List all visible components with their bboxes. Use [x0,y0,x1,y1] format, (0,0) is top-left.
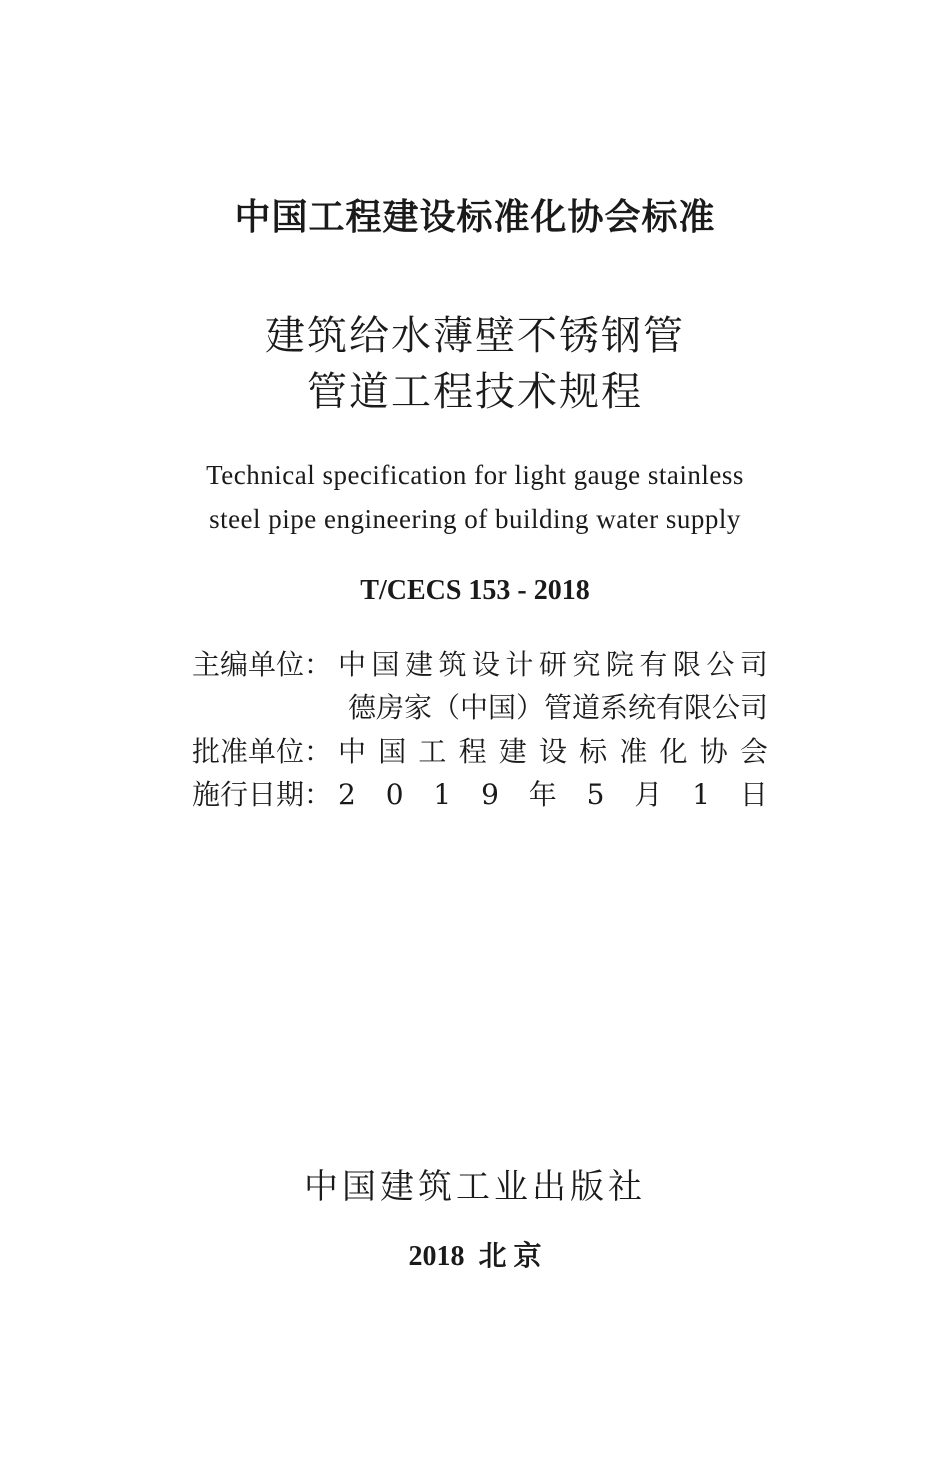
char: 程 [458,735,487,768]
effective-date-label: 施行日期： [192,778,333,811]
title-line-2: 管道工程技术规程 [307,369,643,415]
char: 化 [659,735,688,768]
char: 1 [433,778,452,811]
english-title-line-2: steel pipe engineering of building water supply [209,504,741,534]
char: 究 [572,648,601,681]
title-line-1: 建筑给水薄壁不锈钢管 [265,313,685,359]
char: 0 [385,778,404,811]
char: 中 [338,648,367,681]
chief-editor-label: 主编单位： [192,648,333,681]
char: 1 [692,778,711,811]
char: 计 [505,648,534,681]
char: 协 [699,735,728,768]
char: 有 [639,648,668,681]
approver-label: 批准单位： [192,735,333,768]
char: 公 [706,648,735,681]
chief-editor-value-1 [338,648,768,682]
char: 国 [371,648,400,681]
char: 筑 [438,648,467,681]
chief-editor-value-2: 德房家（中国）管道系统有限公司 [347,691,768,724]
char: 年 [528,778,557,811]
char: 准 [619,735,648,768]
standard-code: T/CECS 153 - 2018 [360,575,590,606]
char: 院 [605,648,634,681]
char: 建 [498,735,527,768]
char: 设 [538,735,567,768]
char: 2 [338,778,356,811]
effective-date-row [192,778,768,812]
char: 9 [481,778,499,811]
char: 5 [586,778,605,811]
char: 限 [672,648,701,681]
imprint-city: 北 京 [478,1241,542,1272]
imprint [0,1240,950,1274]
char: 月 [634,778,663,811]
english-title-line-1: Technical specification for light gauge stainless [206,460,744,490]
char: 建 [404,648,433,681]
char: 标 [579,735,608,768]
imprint-year: 2018 [408,1241,465,1272]
char: 日 [739,778,768,811]
chief-editor-row [192,648,768,682]
char: 国 [378,735,407,768]
chief-editor-row-2 [192,691,768,725]
approver-value [338,735,768,769]
char: 中 [338,735,367,768]
char: 会 [739,735,768,768]
char: 司 [739,648,768,681]
publisher-name: 中国建筑工业出版社 [304,1167,646,1207]
char: 设 [471,648,500,681]
char: 研 [538,648,567,681]
effective-date-value [338,778,768,812]
standard-series-title: 中国工程建设标准化协会标准 [234,197,716,238]
approver-row [192,735,768,769]
char: 工 [418,735,447,768]
